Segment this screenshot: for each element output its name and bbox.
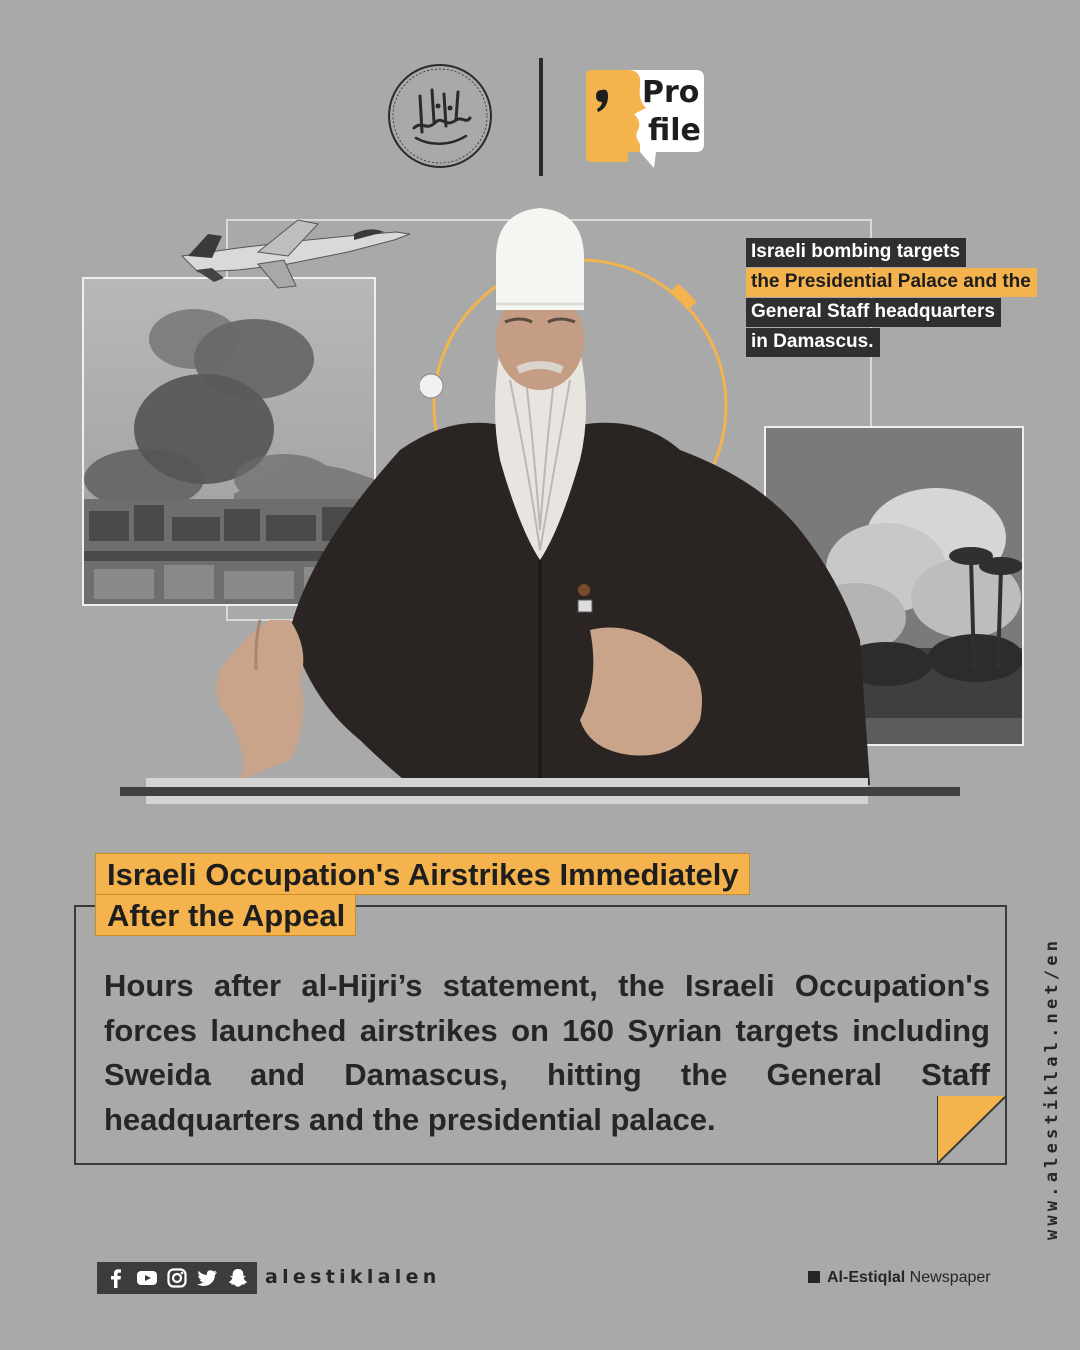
newspaper-square-icon [808, 1271, 820, 1283]
profile-logo-line1: Pro [642, 75, 700, 110]
newspaper-credit [808, 1269, 991, 1287]
caption-line-4: in Damascus. [746, 328, 880, 357]
header-divider [539, 58, 543, 176]
social-handle[interactable]: alestiklalen [265, 1266, 441, 1288]
decorative-bar-dark [120, 787, 960, 796]
image-caption [746, 238, 1066, 358]
twitter-icon[interactable] [196, 1267, 218, 1289]
website-url[interactable]: www.alestiklal.net/en [1042, 936, 1062, 1240]
instagram-icon[interactable] [166, 1267, 188, 1289]
profile-logo-line2: file [648, 113, 701, 148]
caption-line-3: General Staff headquarters [746, 298, 1001, 327]
newspaper-name: Al-Estiqlal [827, 1269, 906, 1286]
profile-logo [580, 64, 708, 172]
article-body: Hours after al-Hijri’s statement, the Israeli Occupation's forces launched airstrikes on 160 Syrian targets including Sweida and Damascus, hitting the General Staff headquarters and the presidential palace. [104, 968, 990, 1137]
snapchat-icon[interactable] [227, 1267, 249, 1289]
social-media-bar [97, 1262, 257, 1294]
al-estiklal-seal-logo [386, 62, 494, 170]
caption-line-1: Israeli bombing targets [746, 238, 966, 267]
article-heading-line-2: After the Appeal [95, 894, 356, 936]
facebook-icon[interactable] [105, 1267, 127, 1289]
youtube-icon[interactable] [136, 1267, 158, 1289]
article-heading-line-1: Israeli Occupation's Airstrikes Immediately [95, 853, 750, 895]
caption-line-2: the Presidential Palace and the [746, 268, 1037, 297]
article-heading [95, 853, 750, 935]
newspaper-suffix: Newspaper [905, 1269, 991, 1286]
